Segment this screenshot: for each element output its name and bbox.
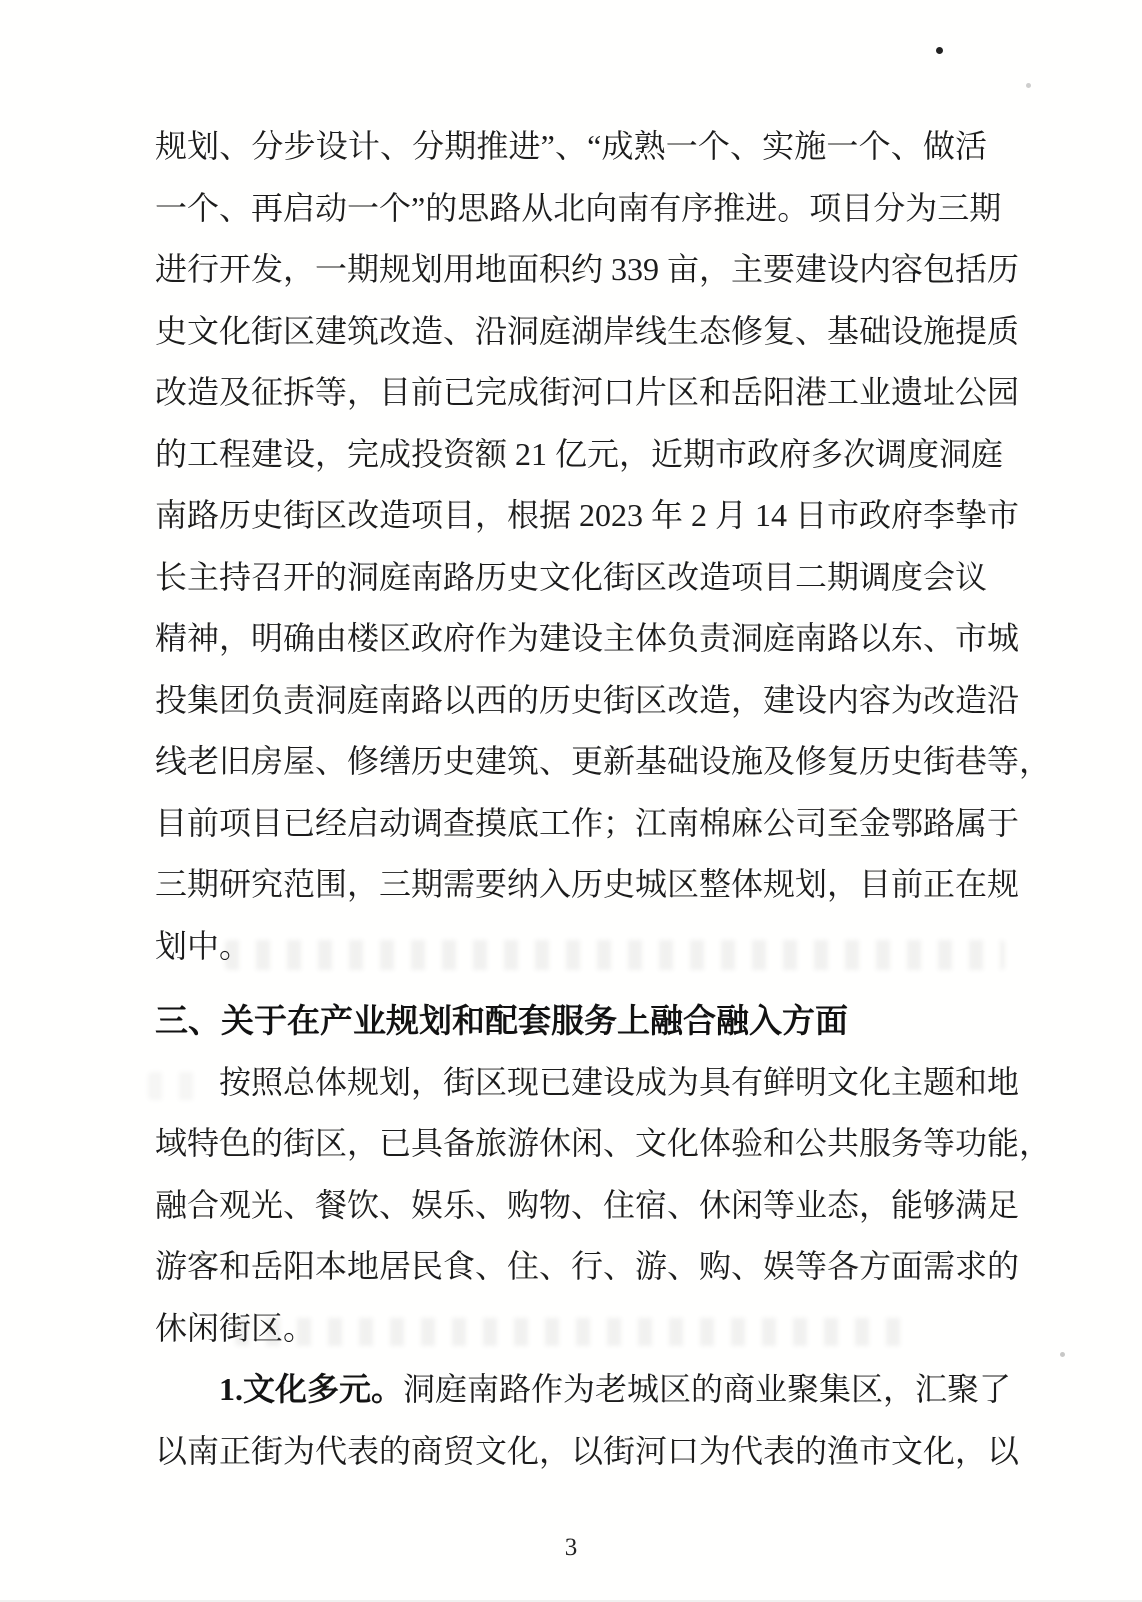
document-body (155, 116, 1052, 1482)
text-line: 以南正街为代表的商贸文化，以街河口为代表的渔市文化，以 (155, 1432, 1020, 1469)
text-line: 长主持召开的洞庭南路历史文化街区改造项目二期调度会议 (155, 558, 988, 595)
text-line: 进行开发，一期规划用地面积约 339 亩，主要建设内容包括历 (155, 251, 1020, 287)
text-line: 线老旧房屋、修缮历史建筑、更新基础设施及修复历史街巷等， (155, 743, 1052, 779)
section-heading: 三、关于在产业规划和配套服务上融合融入方面 (155, 1002, 848, 1039)
text-line: 投集团负责洞庭南路以西的历史街区改造，建设内容为改造沿 (155, 681, 1020, 718)
text-line: 规划、分步设计、分期推进”、“成熟一个、实施一个、做活 (155, 128, 987, 164)
ink-speck (1060, 1352, 1065, 1357)
text-line: 史文化街区建筑改造、沿洞庭湖岸线生态修复、基础设施提质 (155, 312, 1020, 349)
text-line: 按照总体规划，街区现已建设成为具有鲜明文化主题和地 (219, 1063, 1020, 1100)
text-line: 域特色的街区，已具备旅游休闲、文化体验和公共服务等功能， (155, 1125, 1052, 1161)
text-line: 南路历史街区改造项目，根据 2023 年 2 月 14 日市政府李挚市 (155, 497, 1020, 533)
list-item-label: 1.文化多元。 (219, 1371, 404, 1407)
text-line: 改造及征拆等，目前已完成街河口片区和岳阳港工业遗址公园 (155, 374, 1020, 410)
text-line: 的工程建设，完成投资额 21 亿元，近期市政府多次调度洞庭 (155, 435, 1004, 472)
text-line: 一个、再启动一个”的思路从北向南有序推进。项目分为三期 (155, 189, 1002, 226)
text-line: 融合观光、餐饮、娱乐、购物、住宿、休闲等业态，能够满足 (155, 1186, 1020, 1223)
text-line (155, 1359, 1012, 1421)
page-number: 3 (564, 1534, 578, 1561)
text-line: 三期研究范围，三期需要纳入历史城区整体规划，目前正在规 (155, 866, 1020, 902)
text-line: 精神，明确由楼区政府作为建设主体负责洞庭南路以东、市城 (155, 620, 1020, 656)
ink-speck (936, 47, 943, 54)
text-line: 休闲街区。 (155, 1309, 316, 1346)
ink-speck (1026, 83, 1031, 88)
text-line: 目前项目已经启动调查摸底工作；江南棉麻公司至金鄂路属于 (155, 804, 1020, 841)
text-line: 划中。 (155, 927, 252, 964)
text-line: 游客和岳阳本地居民食、住、行、游、购、娱等各方面需求的 (155, 1248, 1020, 1284)
text-line-rest: 洞庭南路作为老城区的商业聚集区，汇聚了 (403, 1371, 1012, 1407)
